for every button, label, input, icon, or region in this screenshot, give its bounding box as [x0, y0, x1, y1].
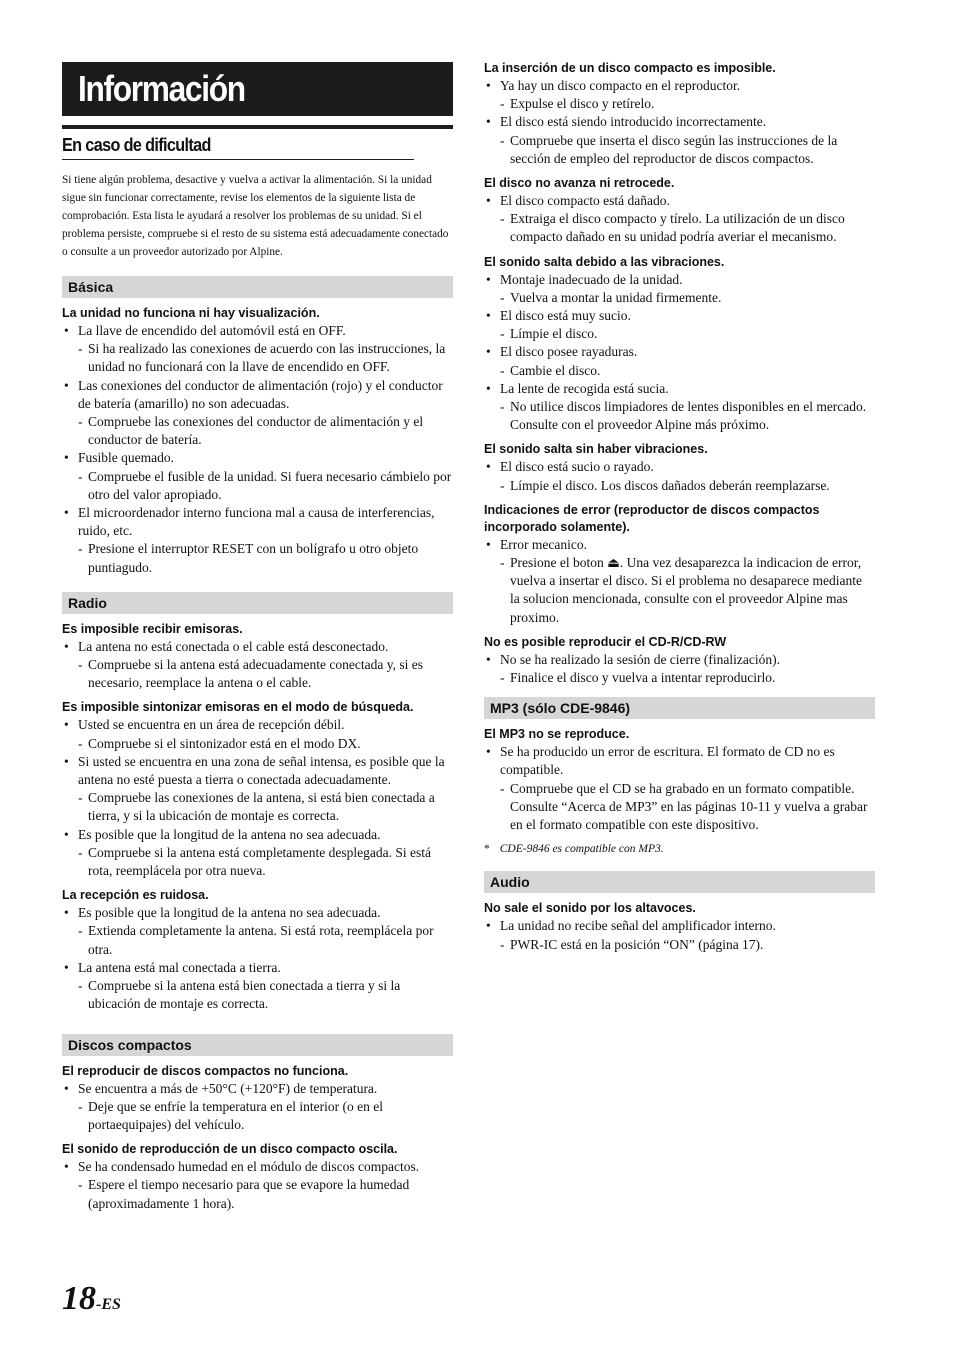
- footnote-mark: *: [484, 843, 490, 856]
- problem-title: El MP3 no se reproduce.: [484, 727, 630, 742]
- problem-title: El sonido de reproducción de un disco compacto oscila.: [62, 1142, 398, 1157]
- page-number: [62, 1280, 121, 1318]
- cause-item: • La lente de recogida está sucia.: [484, 380, 875, 398]
- fix-item: [484, 554, 875, 627]
- problem-title: No sale el sonido por los altavoces.: [484, 901, 696, 916]
- footnote-text: CDE-9846 es compatible con MP3.: [499, 843, 664, 856]
- fix-item: - Compruebe las conexiones del conductor de alimentación y el conductor de batería.: [62, 413, 453, 449]
- page-title: Información: [78, 68, 245, 109]
- problem-items: [62, 904, 453, 1013]
- cause-item: • No se ha realizado la sesión de cierre (finalización).: [484, 651, 875, 669]
- cause-item: • La unidad no recibe señal del amplificador interno.: [484, 917, 875, 935]
- cause-item: • Si usted se encuentra en una zona de señal intensa, es posible que la antena no esté puesta a tierra o conectada adecuadamente.: [62, 753, 453, 789]
- page-number-value: 18: [62, 1280, 96, 1317]
- cause-item: • Montaje inadecuado de la unidad.: [484, 271, 875, 289]
- cause-item: • El disco está siendo introducido incorrectamente.: [484, 113, 875, 131]
- title-divider: [62, 125, 453, 129]
- problem-items: [62, 1080, 453, 1135]
- cause-item: • Se encuentra a más de +50°C (+120°F) de temperatura.: [62, 1080, 453, 1098]
- cause-item: • Usted se encuentra en un área de recepción débil.: [62, 716, 453, 734]
- problem-items: [62, 322, 453, 577]
- fix-item: - Presione el interruptor RESET con un bolígrafo u otro objeto puntiagudo.: [62, 540, 453, 576]
- fix-item: - Si ha realizado las conexiones de acuerdo con las instrucciones, la unidad no funcionará con la llave de encendido en OFF.: [62, 340, 453, 376]
- fix-item: - Compruebe si la antena está adecuadamente conectada y, si es necesario, reemplace la antena o el cable.: [62, 656, 453, 692]
- page-title-bar: [62, 62, 453, 116]
- section-subtitle: En caso de dificultad: [62, 135, 414, 160]
- cause-item: • El microordenador interno funciona mal a causa de interferencias, ruido, etc.: [62, 504, 453, 540]
- fix-item: - Deje que se enfríe la temperatura en el interior (o en el portaequipajes) del vehículo.: [62, 1098, 453, 1134]
- left-column: [62, 62, 453, 1213]
- cause-item: • La antena está mal conectada a tierra.: [62, 959, 453, 977]
- cause-item: • Se ha condensado humedad en el módulo de discos compactos.: [62, 1158, 453, 1176]
- eject-icon: ⏏: [607, 555, 620, 571]
- cause-item: • Es posible que la longitud de la antena no sea adecuada.: [62, 826, 453, 844]
- cause-item: • Es posible que la longitud de la antena no sea adecuada.: [62, 904, 453, 922]
- fix-item: - Vuelva a montar la unidad firmemente.: [484, 289, 875, 307]
- cause-item: • El disco está sucio o rayado.: [484, 458, 875, 476]
- cause-item: • Ya hay un disco compacto en el reproductor.: [484, 77, 875, 95]
- fix-text: . Una vez desaparezca la indicacion de error, vuelva a insertar el disco. Si el problema no desaparece mediante la solucion mencionada, consulte con el proveedor Alpine mas proximo.: [510, 555, 862, 625]
- problem-items: [62, 638, 453, 693]
- fix-item: - Límpie el disco.: [484, 325, 875, 343]
- problem-items: [484, 192, 875, 247]
- problem-items: [62, 716, 453, 880]
- fix-item: - Compruebe si el sintonizador está en el modo DX.: [62, 735, 453, 753]
- fix-item: - Expulse el disco y retírelo.: [484, 95, 875, 113]
- heading-discos: Discos compactos: [62, 1034, 453, 1056]
- fix-item: - Compruebe si la antena está bien conectada a tierra y si la ubicación de montaje es correcta.: [62, 977, 453, 1013]
- fix-item: - No utilice discos limpiadores de lentes disponibles en el mercado. Consulte con el proveedor Alpine más próximo.: [484, 398, 875, 434]
- fix-item: - Compruebe si la antena está completamente desplegada. Si está rota, reemplácela por otra nueva.: [62, 844, 453, 880]
- fix-item: - Extraiga el disco compacto y tírelo. La utilización de un disco compacto dañado en su unidad podría averiar el mecanismo.: [484, 210, 875, 246]
- fix-item: - Finalice el disco y vuelva a intentar reproducirlo.: [484, 669, 875, 687]
- heading-basica: Básica: [62, 276, 453, 298]
- problem-title: Es imposible sintonizar emisoras en el modo de búsqueda.: [62, 700, 414, 715]
- cause-item: • Las conexiones del conductor de alimentación (rojo) y el conductor de batería (amarillo) no son adecuadas.: [62, 377, 453, 413]
- cause-item: • Fusible quemado.: [62, 449, 453, 467]
- problem-title: El sonido salta sin haber vibraciones.: [484, 442, 708, 457]
- fix-item: - Compruebe las conexiones de la antena, si está bien conectada a tierra, y si la ubicación de montaje es correcta.: [62, 789, 453, 825]
- heading-mp3: MP3 (sólo CDE-9846): [484, 697, 875, 719]
- problem-title: La unidad no funciona ni hay visualización.: [62, 306, 320, 320]
- cause-item: • Se ha producido un error de escritura. El formato de CD no es compatible.: [484, 743, 875, 779]
- intro-paragraph: Si tiene algún problema, desactive y vuelva a activar la alimentación. Si la unidad sigue sin funcionar correctamente, revise los elementos de la siguiente lista de comprobación. Esta lista le ayudará a resolver los problemas de su unidad. Si el problema persiste, compruebe si el resto de su sistema está adecuadamente conectado o consulte a un proveedor autorizado por Alpine.: [62, 174, 449, 258]
- fix-item: - Compruebe el fusible de la unidad. Si fuera necesario cámbielo por otro del valor apropiado.: [62, 468, 453, 504]
- problem-title: El reproducir de discos compactos no funciona.: [62, 1063, 349, 1078]
- problem-items: [484, 77, 875, 168]
- fix-item: - Compruebe que el CD se ha grabado en un formato compatible. Consulte “Acerca de MP3” en las páginas 10-11 y vuelva a grabar en el formato compatible con este dispositivo.: [484, 780, 875, 835]
- heading-audio: Audio: [484, 871, 875, 893]
- heading-radio: Radio: [62, 592, 453, 614]
- cause-item: • La llave de encendido del automóvil está en OFF.: [62, 322, 453, 340]
- problem-items: [484, 651, 875, 687]
- problem-title: El sonido salta debido a las vibraciones.: [484, 254, 725, 269]
- problem-title: No es posible reproducir el CD-R/CD-RW: [484, 634, 727, 649]
- problem-items: [484, 743, 875, 834]
- fix-item: - Límpie el disco. Los discos dañados deberán reemplazarse.: [484, 477, 875, 495]
- problem-title: El disco no avanza ni retrocede.: [484, 176, 675, 191]
- problem-items: [484, 917, 875, 953]
- cause-item: • Error mecanico.: [484, 536, 875, 554]
- problem-title: Es imposible recibir emisoras.: [62, 621, 243, 636]
- fix-item: - Cambie el disco.: [484, 362, 875, 380]
- problem-items: [62, 1158, 453, 1213]
- cause-item: • El disco compacto está dañado.: [484, 192, 875, 210]
- cause-item: • La antena no está conectada o el cable está desconectado.: [62, 638, 453, 656]
- cause-item: • El disco está muy sucio.: [484, 307, 875, 325]
- fix-text: Presione el boton: [510, 555, 604, 571]
- problem-items: [484, 458, 875, 494]
- right-column: [484, 62, 875, 954]
- fix-item: - Espere el tiempo necesario para que se evapore la humedad (aproximadamente 1 hora).: [62, 1176, 453, 1212]
- problem-items: [484, 271, 875, 435]
- footnote: [484, 841, 875, 857]
- fix-item: - Extienda completamente la antena. Si está rota, reemplácela por otra.: [62, 922, 453, 958]
- problem-items: [484, 536, 875, 627]
- fix-item: - PWR-IC está en la posición “ON” (página 17).: [484, 936, 875, 954]
- problem-title: La inserción de un disco compacto es imposible.: [484, 61, 776, 75]
- problem-title: Indicaciones de error (reproductor de discos compactos incorporado solamente).: [484, 502, 820, 534]
- problem-title: La recepción es ruidosa.: [62, 888, 209, 903]
- cause-item: • El disco posee rayaduras.: [484, 343, 875, 361]
- fix-item: - Compruebe que inserta el disco según las instrucciones de la sección de empleo del reproductor de discos compactos.: [484, 132, 875, 168]
- page-number-suffix: -ES: [96, 1296, 121, 1313]
